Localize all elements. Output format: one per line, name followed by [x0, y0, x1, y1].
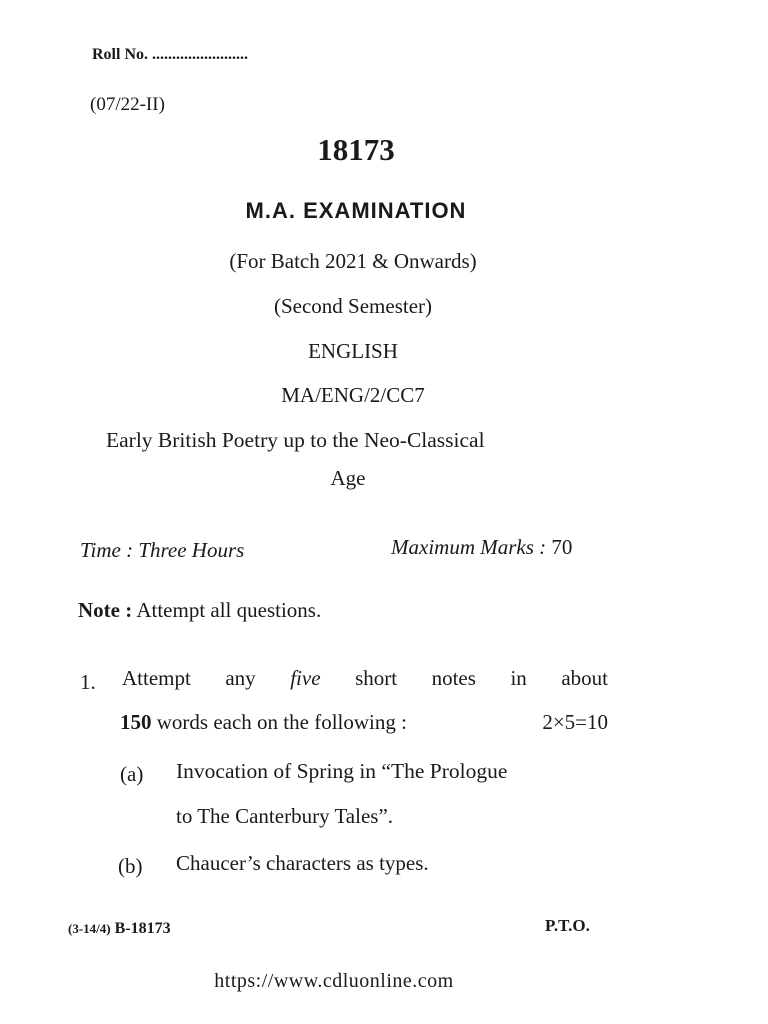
batch-info: (For Batch 2021 & Onwards): [229, 249, 477, 273]
question-word: in: [510, 666, 527, 690]
source-url: https://www.cdluonline.com: [214, 970, 454, 992]
footer-code-small: (3-14/4): [68, 921, 111, 936]
maximum-marks: [391, 535, 572, 560]
course-title-line2: Age: [330, 466, 366, 490]
time-allowed: Time : Three Hours: [80, 538, 245, 562]
part-a-line2: to The Canterbury Tales”.: [176, 804, 394, 828]
question-line2: [120, 710, 608, 735]
question-marks: 2×5=10: [542, 710, 608, 734]
roll-number-field: Roll No. ........................: [92, 46, 248, 63]
question-word: any: [225, 666, 256, 690]
question-number: 1.: [80, 670, 96, 694]
maximum-marks-value: 70: [551, 535, 573, 559]
part-b-line1: Chaucer’s characters as types.: [176, 851, 429, 875]
course-title-line1: Early British Poetry up to the Neo-Classical: [106, 428, 485, 452]
part-b-label: (b): [118, 854, 143, 878]
question-line2-text: words each on the following :: [156, 710, 407, 734]
footer-paper-code: [68, 920, 171, 938]
paper-number: 18173: [317, 132, 395, 167]
exam-title: M.A. EXAMINATION: [245, 198, 467, 223]
question-word: short: [355, 666, 398, 690]
note-text: Attempt all questions.: [136, 598, 322, 622]
word-count: 150: [120, 710, 152, 734]
note-instruction: [78, 598, 321, 623]
please-turn-over: P.T.O.: [545, 916, 590, 935]
question-word: notes: [431, 666, 476, 690]
course-code: MA/ENG/2/CC7: [281, 383, 425, 407]
footer-code-main: B-18173: [114, 920, 171, 937]
question-line1: [122, 666, 608, 691]
note-label: Note :: [78, 598, 133, 622]
semester-info: (Second Semester): [273, 294, 433, 318]
subject-name: ENGLISH: [308, 339, 398, 363]
question-word-emphasis: five: [290, 666, 321, 690]
paper-code-top: (07/22-II): [90, 94, 165, 115]
question-word: Attempt: [122, 666, 191, 690]
part-a-label: (a): [120, 762, 144, 786]
maximum-marks-label: Maximum Marks :: [391, 535, 547, 559]
question-word: about: [561, 666, 608, 690]
part-a-line1: Invocation of Spring in “The Prologue: [176, 759, 508, 783]
